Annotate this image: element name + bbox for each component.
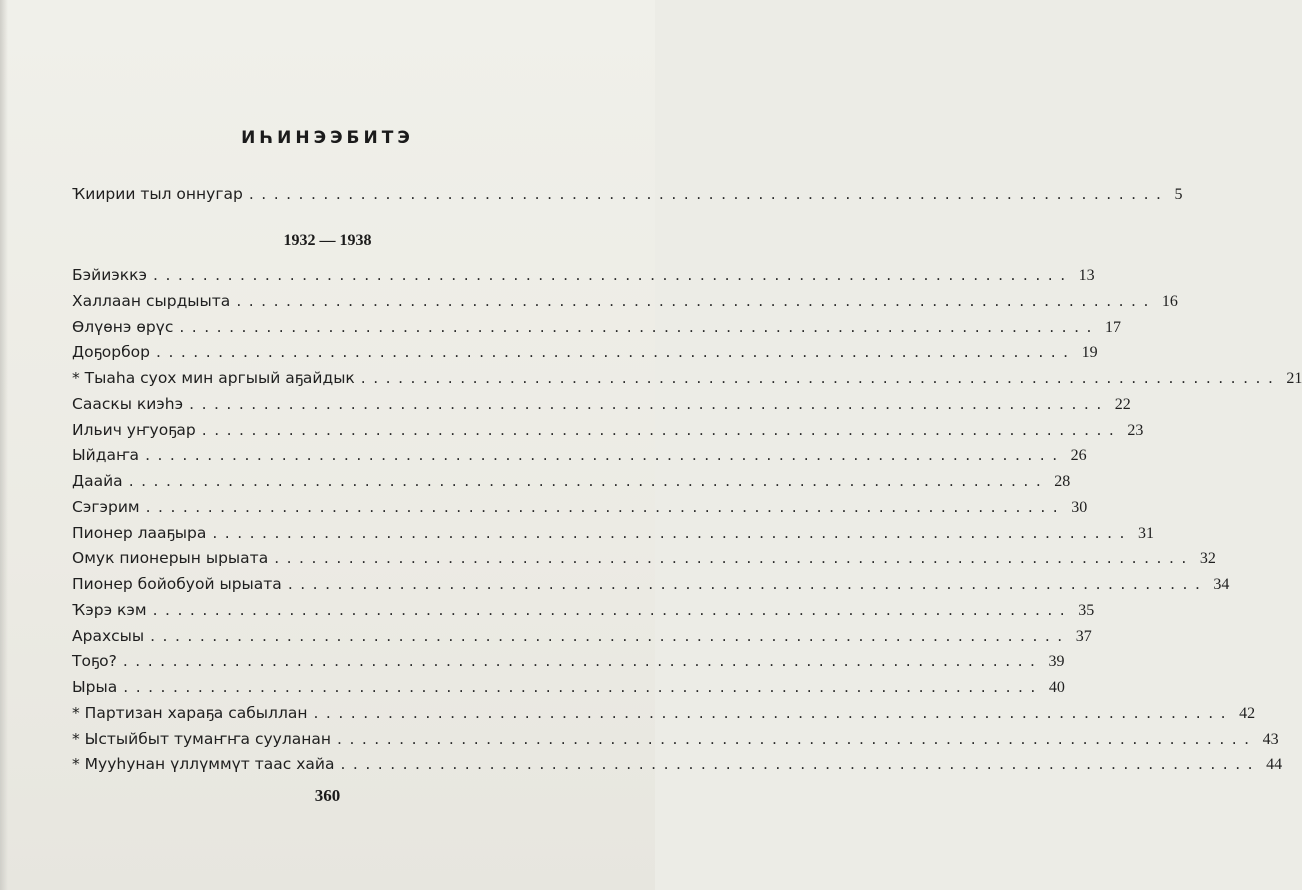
dot-leader: .......................................................................... xyxy=(123,678,1043,696)
toc-entry-page: 32 xyxy=(1199,550,1216,568)
dot-leader: .......................................................................... xyxy=(274,549,1194,568)
dot-leader: .......................................................................... xyxy=(145,497,1066,516)
dot-leader: .......................................................................... xyxy=(156,343,1076,362)
contents-heading: ИҺИНЭЭБИТЭ xyxy=(241,128,414,148)
toc-entry-title: Пионер бойобуой ырыата xyxy=(72,575,282,593)
toc-entry xyxy=(72,549,1216,571)
toc-entry-title: * Мууһунан үллүммүт таас хайа xyxy=(72,755,335,774)
toc-entry-title: Тоҕо? xyxy=(72,652,117,671)
toc-entry-title: Ҡиирии тыл оннугар xyxy=(72,185,243,203)
toc-entry-page: 30 xyxy=(1071,498,1088,516)
toc-entry xyxy=(72,703,1256,726)
dot-leader: .......................................................................... xyxy=(236,291,1156,310)
toc-entry-page: 22 xyxy=(1114,395,1131,413)
dot-leader: .......................................................................... xyxy=(248,185,1169,203)
toc-entry-page: 19 xyxy=(1081,344,1098,362)
toc-entry-page: 13 xyxy=(1078,267,1095,284)
toc-entry-title: Ыйдаҥа xyxy=(72,446,140,465)
page-number: 360 xyxy=(314,786,341,805)
section-years: 1932 — 1938 xyxy=(283,232,372,249)
dot-leader: .......................................................................... xyxy=(337,729,1257,748)
toc-entry-page: 37 xyxy=(1075,627,1092,645)
toc-entry xyxy=(72,600,1095,623)
toc-entry-title: Ырыа xyxy=(72,678,118,696)
toc-entry xyxy=(72,420,1144,443)
toc-entry-title: Арахсыы xyxy=(72,626,145,645)
toc-entry-title: * Партизан хараҕа сабыллан xyxy=(72,703,308,722)
toc-entry xyxy=(72,472,1071,494)
toc-entry xyxy=(72,575,1230,597)
toc-entry xyxy=(72,343,1098,365)
toc-entry xyxy=(72,523,1154,546)
toc-entry xyxy=(72,678,1065,700)
toc-entry-page: 17 xyxy=(1104,318,1121,336)
toc-entry-title: Ильич уҥуоҕар xyxy=(72,420,196,439)
toc-entry xyxy=(72,755,1283,777)
dot-leader: .......................................................................... xyxy=(212,523,1132,542)
toc-entry xyxy=(72,652,1065,674)
dot-leader: .......................................................................... xyxy=(128,472,1049,490)
toc-entry-page: 26 xyxy=(1070,447,1087,465)
dot-leader: .......................................................................... xyxy=(287,575,1208,593)
toc-entry-title: Даайа xyxy=(72,472,123,490)
toc-entry-title: Сааскы киэһэ xyxy=(72,394,184,413)
toc-entry xyxy=(72,291,1178,314)
toc-entry-page: 23 xyxy=(1127,421,1144,439)
toc-entry xyxy=(72,729,1279,752)
toc-entry-title: Ҡэрэ кэм xyxy=(72,600,147,619)
dot-leader: .......................................................................... xyxy=(122,652,1043,671)
toc-entry-page: 21 xyxy=(1286,370,1302,387)
dot-leader: .......................................................................... xyxy=(145,446,1065,465)
toc-entry-page: 31 xyxy=(1137,524,1154,542)
toc-entry-page: 5 xyxy=(1174,186,1183,203)
toc-entry-page: 40 xyxy=(1048,679,1065,696)
toc-entry-page: 16 xyxy=(1161,292,1178,310)
toc-entry-title: Бэйиэккэ xyxy=(72,266,148,284)
toc-entry xyxy=(72,497,1088,520)
dot-leader: .......................................................................... xyxy=(189,394,1109,413)
toc-entry-title: Өлүөнэ өрүс xyxy=(72,317,174,336)
dot-leader: .......................................................................... xyxy=(313,703,1234,722)
toc-entry xyxy=(72,317,1121,340)
dot-leader: .......................................................................... xyxy=(150,626,1070,645)
dot-leader: .......................................................................... xyxy=(340,755,1261,774)
toc-entry xyxy=(72,369,1302,391)
toc-entry-title: * Тыаһа суох мин аргыый аҕайдык xyxy=(72,369,355,387)
toc-entry-title: Доҕорбор xyxy=(72,343,151,362)
dot-leader: .......................................................................... xyxy=(201,420,1122,439)
toc-entry-title: * Ыстыйбыт тумаҥҥа сууланан xyxy=(72,729,332,748)
toc-entry-title: Сэгэрим xyxy=(72,497,140,516)
toc-entry xyxy=(72,394,1131,417)
toc-entry-page: 43 xyxy=(1262,730,1279,748)
toc-entry-page: 44 xyxy=(1266,756,1283,774)
toc-entry xyxy=(72,266,1095,288)
toc-entry xyxy=(72,626,1092,649)
dot-leader: .......................................................................... xyxy=(152,600,1073,619)
toc-entry-title: Омук пионерын ырыата xyxy=(72,549,269,568)
toc-entry-page: 42 xyxy=(1239,704,1256,722)
toc-entry-page: 39 xyxy=(1048,653,1065,671)
toc-entry-page: 28 xyxy=(1054,473,1071,490)
toc-entry xyxy=(72,446,1087,468)
toc-entry-page: 34 xyxy=(1213,576,1230,593)
toc-entry-page: 35 xyxy=(1078,601,1095,619)
toc-entry-title: Халлаан сырдыыта xyxy=(72,291,231,310)
toc-entry-intro xyxy=(72,185,1183,207)
dot-leader: .......................................................................... xyxy=(153,266,1073,284)
toc-entry-title: Пионер лааҕыра xyxy=(72,523,207,542)
dot-leader: .......................................................................... xyxy=(179,317,1099,336)
dot-leader: .......................................................................... xyxy=(360,369,1281,387)
